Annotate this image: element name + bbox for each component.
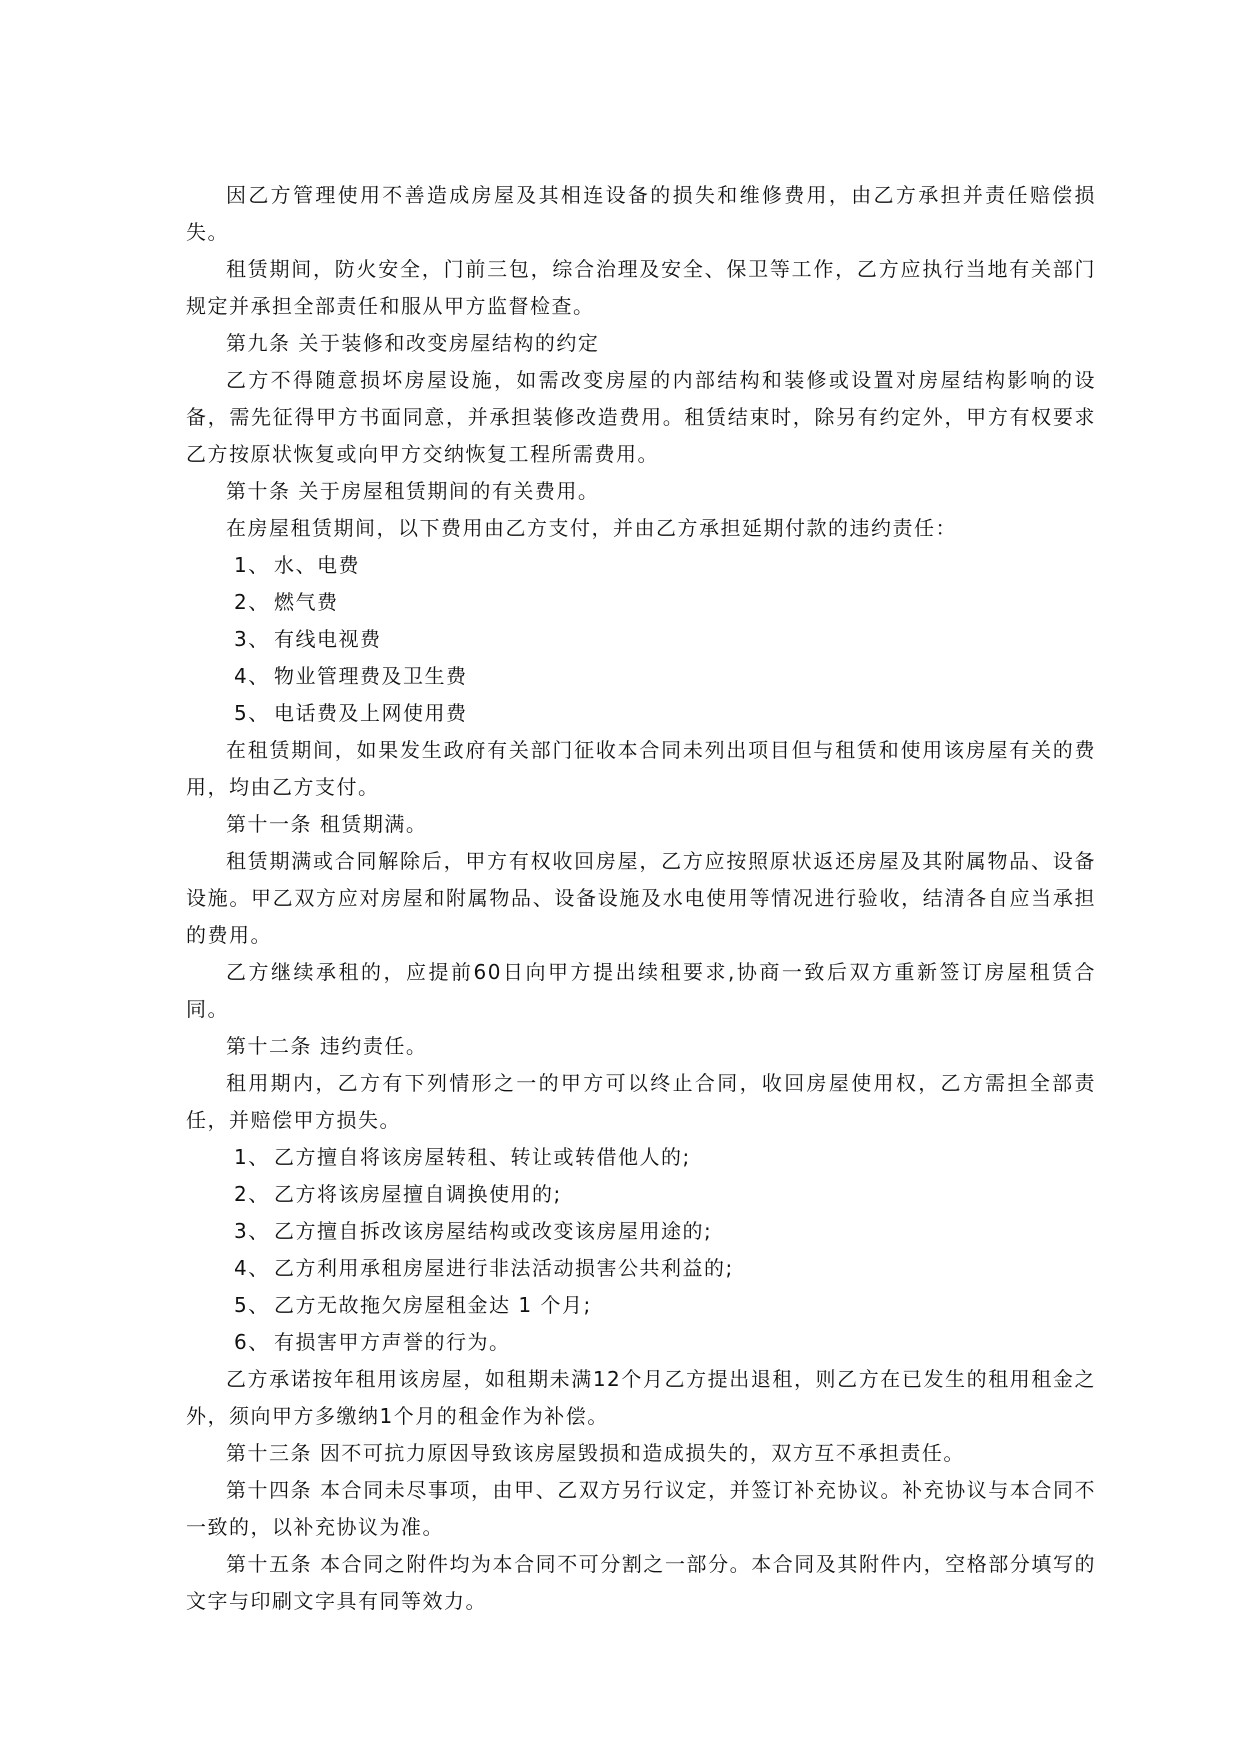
list-item (186, 1287, 1096, 1324)
list-item (186, 1176, 1096, 1213)
list-item (186, 1250, 1096, 1287)
paragraph-fees-intro: 在房屋租赁期间，以下费用由乙方支付，并由乙方承担延期付款的违约责任： (226, 516, 957, 540)
list-item (186, 621, 1096, 658)
paragraph-renovation: 乙方不得随意损坏房屋设施，如需改变房屋的内部结构和装修或设置对房屋结构影响的设备，需先征得甲方书面同意，并承担装修改造费用。租赁结束时，除另有约定外，甲方有权要求乙方按原状恢复或向甲方交纳恢复工程所需费用。 (186, 368, 1096, 466)
paragraph-safety-duties: 租赁期间，防火安全，门前三包，综合治理及安全、保卫等工作，乙方应执行当地有关部门规定并承担全部责任和服从甲方监督检查。 (186, 257, 1096, 318)
list-text: 乙方擅自拆改该房屋结构或改变该房屋用途的; (274, 1219, 713, 1243)
list-number: 4、 (234, 664, 270, 688)
list-number: 5、 (234, 701, 270, 725)
fees-list (186, 547, 1096, 732)
list-number: 5、 (234, 1293, 270, 1317)
list-item (186, 1213, 1096, 1250)
list-number: 1、 (234, 553, 270, 577)
list-number: 1、 (234, 1145, 270, 1169)
paragraph-lease-expiry: 租赁期满或合同解除后，甲方有权收回房屋，乙方应按照原状返还房屋及其附属物品、设备设施。甲乙双方应对房屋和附属物品、设备设施及水电使用等情况进行验收，结清各自应当承担的费用。 (186, 849, 1096, 947)
list-item (186, 1139, 1096, 1176)
list-text: 电话费及上网使用费 (274, 701, 468, 725)
article-12-heading: 第十二条 违约责任。 (226, 1034, 428, 1058)
list-number: 6、 (234, 1330, 270, 1354)
list-text: 水、电费 (274, 553, 360, 577)
article-10-heading: 第十条 关于房屋租赁期间的有关费用。 (226, 479, 600, 503)
list-number: 4、 (234, 1256, 270, 1280)
list-number: 3、 (234, 1219, 270, 1243)
list-text: 乙方擅自将该房屋转租、转让或转借他人的; (274, 1145, 691, 1169)
breach-list (186, 1139, 1096, 1361)
list-number: 2、 (234, 1182, 270, 1206)
document-body (186, 177, 1096, 1620)
list-number: 3、 (234, 627, 270, 651)
list-text: 乙方利用承租房屋进行非法活动损害公共利益的; (274, 1256, 734, 1280)
list-item (186, 547, 1096, 584)
list-text: 有线电视费 (274, 627, 382, 651)
list-item (186, 584, 1096, 621)
paragraph-damage-liability: 因乙方管理使用不善造成房屋及其相连设备的损失和维修费用，由乙方承担并责任赔偿损失。 (186, 183, 1096, 244)
list-item (186, 695, 1096, 732)
list-text: 物业管理费及卫生费 (274, 664, 468, 688)
article-14: 第十四条 本合同未尽事项，由甲、乙双方另行议定，并签订补充协议。补充协议与本合同不一致的，以补充协议为准。 (186, 1478, 1096, 1539)
article-15: 第十五条 本合同之附件均为本合同不可分割之一部分。本合同及其附件内，空格部分填写的文字与印刷文字具有同等效力。 (186, 1552, 1096, 1613)
list-item (186, 1324, 1096, 1361)
paragraph-termination: 租用期内，乙方有下列情形之一的甲方可以终止合同，收回房屋使用权，乙方需担全部责任，并赔偿甲方损失。 (186, 1071, 1096, 1132)
list-text: 有损害甲方声誉的行为。 (274, 1330, 511, 1354)
list-item (186, 658, 1096, 695)
article-13: 第十三条 因不可抗力原因导致该房屋毁损和造成损失的，双方互不承担责任。 (226, 1441, 965, 1465)
paragraph-government-fees: 在租赁期间，如果发生政府有关部门征收本合同未列出项目但与租赁和使用该房屋有关的费用，均由乙方支付。 (186, 738, 1096, 799)
list-text: 乙方将该房屋擅自调换使用的; (274, 1182, 562, 1206)
paragraph-early-termination: 乙方承诺按年租用该房屋，如租期未满12个月乙方提出退租，则乙方在已发生的租用租金之外，须向甲方多缴纳1个月的租金作为补偿。 (186, 1367, 1096, 1428)
list-number: 2、 (234, 590, 270, 614)
article-11-heading: 第十一条 租赁期满。 (226, 812, 428, 836)
list-text: 乙方无故拖欠房屋租金达 1 个月; (274, 1293, 592, 1317)
article-9-heading: 第九条 关于装修和改变房屋结构的约定 (226, 331, 600, 355)
paragraph-renewal: 乙方继续承租的，应提前60日向甲方提出续租要求,协商一致后双方重新签订房屋租赁合同。 (186, 960, 1096, 1021)
list-text: 燃气费 (274, 590, 339, 614)
